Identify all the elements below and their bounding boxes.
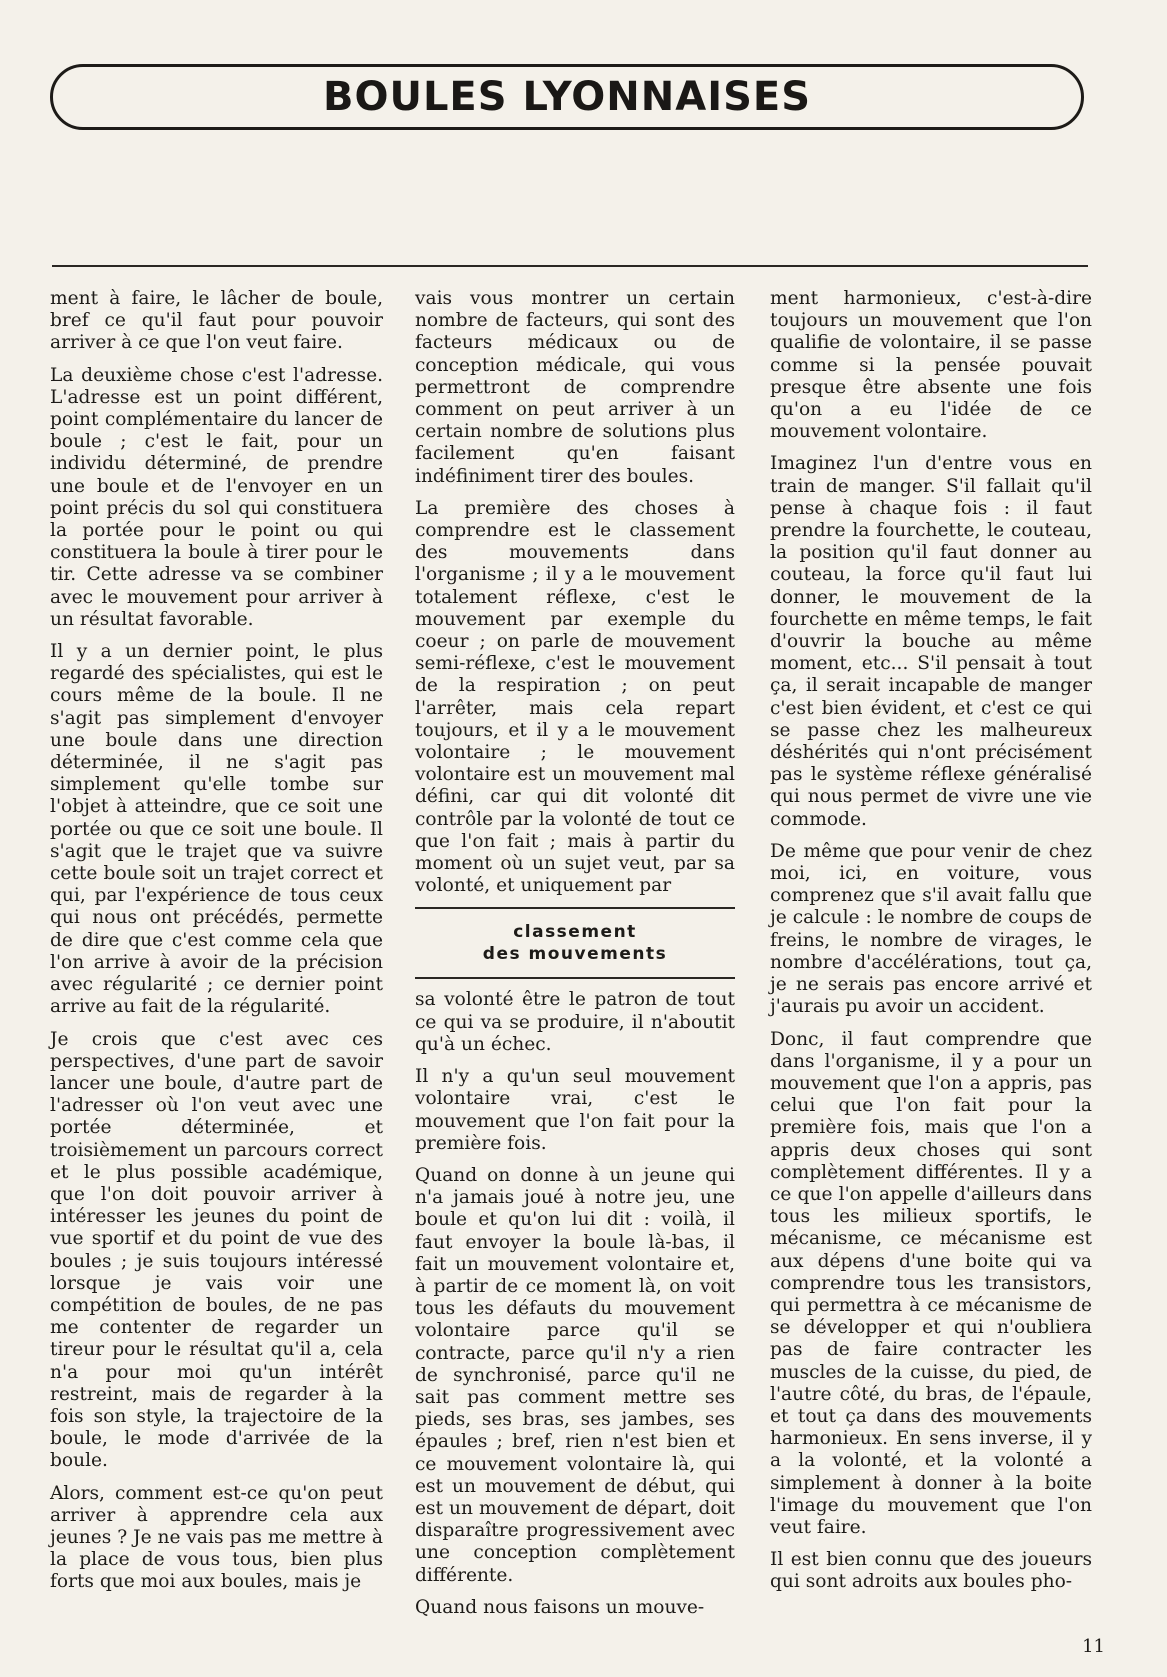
column-1 [50, 288, 383, 1604]
paragraph: De même que pour venir de chez moi, ici, en voiture, vous comprenez que s'il avait fallu que je calcule : le nombre de coups de freins, le nombre de virages, le nombre d'accélérations, tout ça, je ne serais pas encore arrivé et j'aurais pu avoir un accident. [770, 840, 1092, 1018]
page-title: BOULES LYONNAISES [322, 74, 812, 120]
paragraph: Il est bien connu que des joueurs qui sont adroits aux boules pho- [770, 1549, 1092, 1593]
paragraph: Alors, comment est-ce qu'on peut arriver à apprendre cela aux jeunes ? Je ne vais pas me mettre à la place de vous tous, bien plus forts que moi aux boules, mais je [50, 1482, 383, 1593]
column-3 [770, 288, 1092, 1604]
paragraph: Donc, il faut comprendre que dans l'organisme, il y a pour un mouvement que l'on a appris, pas celui que l'on fait pour la première fois, mais que l'on a appris deux choses qui sont complètement différentes. Il y a ce que l'on appelle d'ailleurs dans tous les milieux sportifs, le mécanisme, ce mécanisme est aux dépens d'une boite qui va comprendre tous les transistors, qui permettra à ce mécanisme de se développer et qui n'oubliera pas de faire contracter les muscles de la cuisse, du pied, de l'autre côté, du bras, de l'épaule, et tout ça dans des mouvements harmonieux. En sens inverse, il y a la volonté, et la volonté a simplement à donner à la boite l'image du mouvement que l'on veut faire. [770, 1028, 1092, 1538]
paragraph: La deuxième chose c'est l'adresse. L'adresse est un point différent, point complémentaire du lancer de boule ; c'est le fait, pour un individu déterminé, de prendre une boule et de l'envoyer en un point précis du sol qui constituera la portée pour le point ou qui constituera la boule à tirer pour le tir. Cette adresse va se combiner avec le mouvement pour arriver à un résultat favorable. [50, 364, 383, 630]
paragraph: Imaginez l'un d'entre vous en train de manger. S'il fallait qu'il pense à chaque fois : il faut prendre la fourchette, le couteau, la position qu'il faut donner au couteau, la force qu'il faut lui donner, le mouvement de la fourchette en même temps, le fait d'ouvrir la bouche au même moment, etc... S'il pensait à tout ça, il serait incapable de manger c'est bien évident, et c'est ce qui se passe chez les malheureux déshérités qui n'ont précisément pas le système réflexe généralisé qui nous permet de vivre une vie commode. [770, 453, 1092, 830]
paragraph: Quand on donne à un jeune qui n'a jamais joué à notre jeu, une boule et qu'on lui dit : voilà, il faut envoyer la boule là-bas, il fait un mouvement volontaire et, à partir de ce moment là, on voit tous les défauts du mouvement volontaire parce qu'il se contracte, parce qu'il n'y a rien de synchronisé, parce qu'il ne sait pas comment mettre ses pieds, ses bras, ses jambes, ses épaules ; bref, rien n'est bien et ce mouvement volontaire là, qui est un mouvement de début, qui est un mouvement de départ, doit disparaître progressivement avec une conception complètement différente. [415, 1164, 735, 1586]
paragraph: Il y a un dernier point, le plus regardé des spécialistes, qui est le cours même de la boule. Il ne s'agit pas simplement d'envoyer une boule dans une direction déterminée, il ne s'agit pas simplement qu'elle tombe sur l'objet à atteindre, que ce soit une portée ou que ce soit une boule. Il s'agit que le trajet que va suivre cette boule soit un trajet correct et qui, par l'expérience de tous ceux qui nous ont précédés, permette de dire que c'est comme cela que l'on arrive à avoir de la précision avec régularité ; ce dernier point arrive au fait de la régularité. [50, 641, 383, 1018]
top-divider [52, 265, 1088, 267]
title-banner [50, 64, 1084, 130]
section-heading-line-1: classement [513, 922, 637, 943]
paragraph: La première des choses à comprendre est le classement des mouvements dans l'organisme ; il y a le mouvement totalement réflexe, c'est le mouvement par exemple du coeur ; on parle de mouvement semi-réflexe, c'est le mouvement de la respiration ; on peut l'arrêter, mais cela repart toujours, et il y a le mouvement volontaire ; le mouvement volontaire est un mouvement mal défini, car qui dit volonté dit contrôle par la volonté de tout ce que l'on fait ; mais à partir du moment où un sujet veut, par sa volonté, et uniquement par [415, 497, 735, 897]
paragraph: vais vous montrer un certain nombre de facteurs, qui sont des facteurs médicaux ou de conception médicale, qui vous permettront de comprendre comment on peut arriver à un certain nombre de solutions plus facilement qu'en faisant indéfiniment tirer des boules. [415, 288, 735, 487]
column-2 [415, 288, 735, 1629]
paragraph: Je crois que c'est avec ces perspectives, d'une part de savoir lancer une boule, d'autre part de l'adresser où l'on veut avec une portée déterminée, et troisièmement un parcours correct et le plus possible académique, que l'on doit pouvoir arriver à intéresser les jeunes du point de vue sportif et du point de vue des boules ; je suis toujours intéressé lorsque je vais voir une compétition de boules, de ne pas me contenter de regarder un tireur pour le résultat qu'il a, cela n'a pour moi qu'un intérêt restreint, mais de regarder à la fois son style, la trajectoire de la boule, le mode d'arrivée de la boule. [50, 1028, 383, 1472]
section-heading-line-2: des mouvements [482, 944, 668, 965]
paragraph: sa volonté être le patron de tout ce qui va se produire, il n'aboutit qu'à un échec. [415, 989, 735, 1055]
paragraph: Quand nous faisons un mouve- [415, 1596, 705, 1618]
paragraph: ment à faire, le lâcher de boule, bref ce qu'il faut pour pouvoir arriver à ce que l'on veut faire. [50, 288, 383, 354]
section-heading-box [415, 907, 735, 979]
page-number: 11 [1082, 1636, 1105, 1657]
paragraph: Il n'y a qu'un seul mouvement volontaire vrai, c'est le mouvement que l'on fait pour la première fois. [415, 1066, 735, 1154]
paragraph: ment harmonieux, c'est-à-dire toujours un mouvement que l'on qualifie de volontaire, il se passe comme si la pensée pouvait presque être absente une fois qu'on a eu l'idée de ce mouvement volontaire. [770, 288, 1092, 443]
